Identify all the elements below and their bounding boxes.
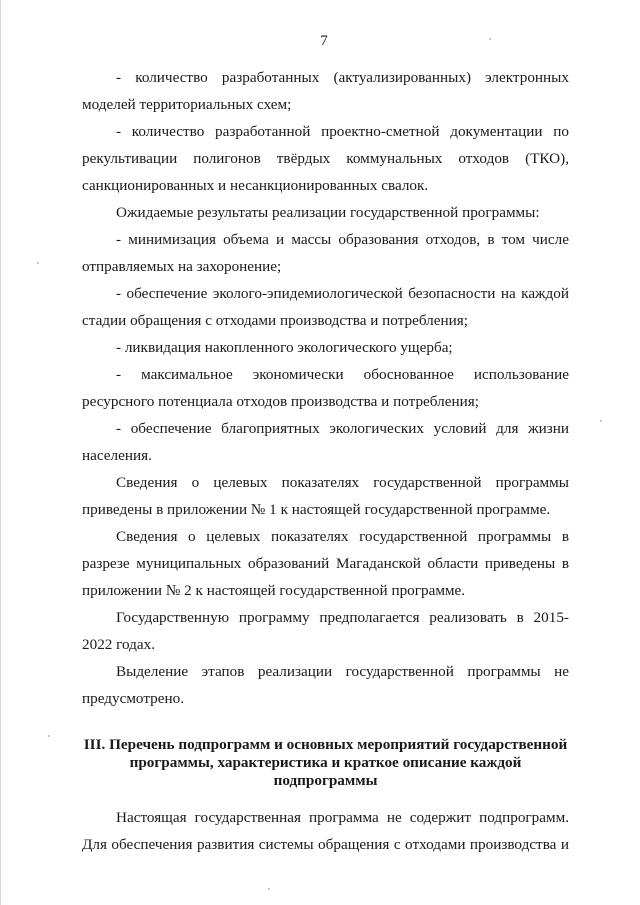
paragraph: Ожидаемые результаты реализации государственной программы:	[116, 204, 540, 221]
paragraph: Настоящая государственная программа не содержит подпрограмм. Для обеспечения развития системы обращения с отходами производства и	[82, 809, 569, 853]
section-heading-line: программы, характеристика и краткое описание каждой	[129, 754, 522, 771]
section-heading-line: III. Перечень подпрограмм и основных мероприятий государственной	[83, 736, 568, 753]
paragraph: - максимальное экономически обоснованное использование ресурсного потенциала отходов производства и потребления;	[82, 366, 569, 410]
scan-speck	[37, 262, 39, 264]
paragraph: - количество разработанных (актуализированных) электронных моделей территориальных схем;	[82, 69, 569, 113]
document-body	[82, 64, 569, 858]
section-heading-line: подпрограммы	[273, 772, 378, 789]
scan-speck	[600, 420, 602, 422]
paragraph: - ликвидация накопленного экологического ущерба;	[116, 339, 453, 356]
paragraph: Сведения о целевых показателях государственной программы приведены в приложении № 1 к настоящей государственной программе.	[82, 474, 569, 518]
scan-speck	[48, 735, 50, 737]
paragraph: Выделение этапов реализации государственной программы не предусмотрено.	[82, 663, 569, 707]
paragraph: - обеспечение благоприятных экологических условий для жизни населения.	[82, 420, 569, 464]
scan-edge	[0, 0, 1, 905]
paragraph: - обеспечение эколого-эпидемиологической безопасности на каждой стадии обращения с отходами производства и потребления;	[82, 285, 569, 329]
scan-speck	[489, 38, 491, 40]
scan-speck	[268, 888, 270, 890]
page-number: 7	[320, 33, 328, 49]
paragraph: Государственную программу предполагается реализовать в 2015-2022 годах.	[82, 609, 569, 653]
paragraph: Сведения о целевых показателях государственной программы в разрезе муниципальных образований Магаданской области приведены в приложении № 2 к настоящей государственной программе.	[82, 528, 569, 599]
section-heading	[82, 736, 569, 790]
paragraph: - минимизация объема и массы образования отходов, в том числе отправляемых на захоронение;	[82, 231, 569, 275]
paragraph: - количество разработанной проектно-сметной документации по рекультивации полигонов твёрдых коммунальных отходов (ТКО), санкционированных и несанкционированных свалок.	[82, 123, 569, 194]
